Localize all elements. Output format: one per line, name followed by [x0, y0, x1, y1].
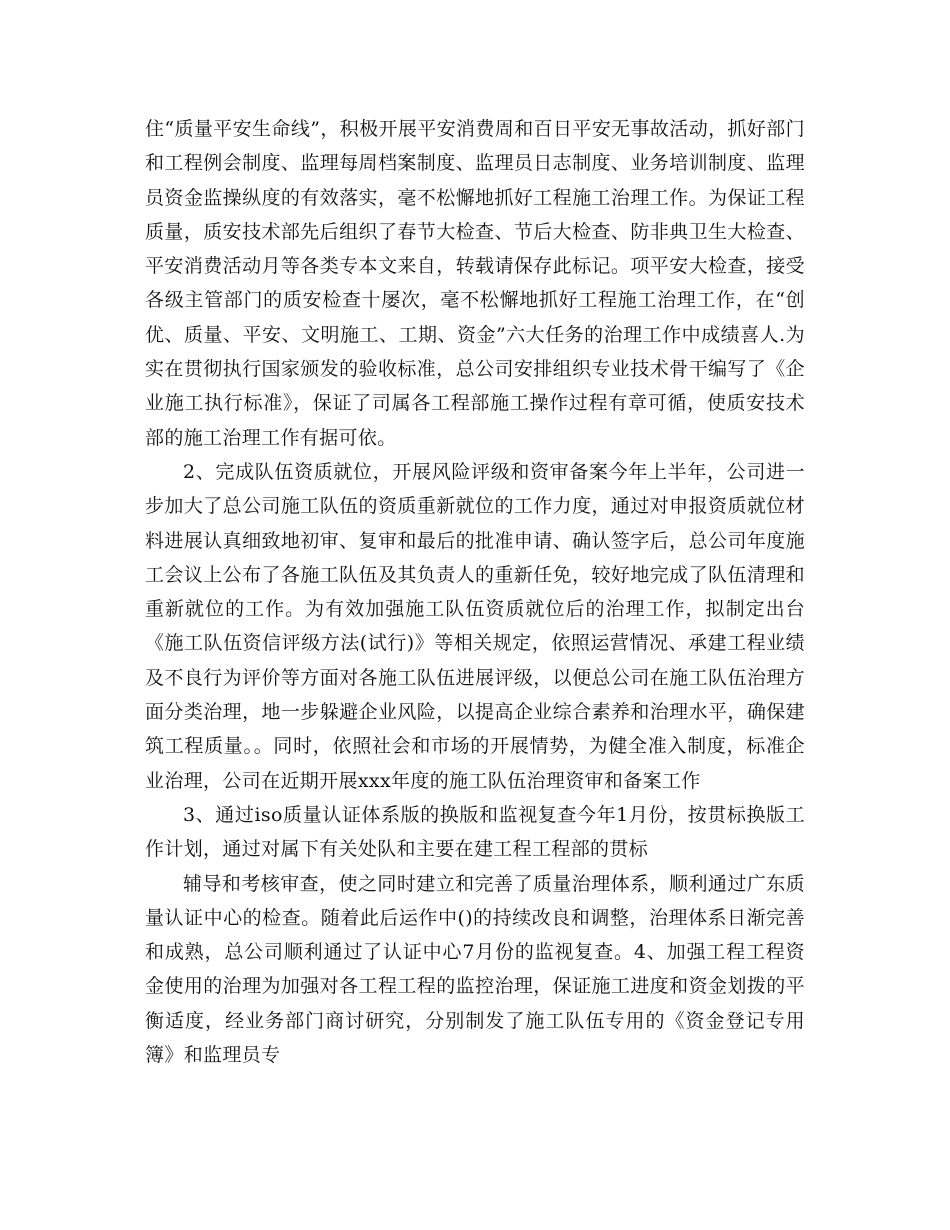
paragraph-4: 辅导和考核审查，使之同时建立和完善了质量治理体系，顺利通过广东质量认证中心的检查。随着此后运作中()的持续改良和调整，治理体系日渐完善和成熟，总公司顺利通过了认证中心7月份的监视复查。4、加强工程工程资金使用的治理为加强对各工程工程的监控治理，保证施工进度和资金划拨的平衡适度，经业务部门商讨研究，分别制发了施工队伍专用的《资金登记专用簿》和监理员专 [145, 872, 805, 1067]
paragraph-3: 3、通过iso质量认证体系版的换版和监视复查今年1月份，按贯标换版工作计划，通过对属下有关处队和主要在建工程工程部的贯标 [145, 803, 805, 861]
document-body [145, 112, 805, 1072]
paragraph-2: 2、完成队伍资质就位，开展风险评级和资审备案今年上半年，公司进一步加大了总公司施工队伍的资质重新就位的工作力度，通过对申报资质就位材料进展认真细致地初审、复审和最后的批准申请、确认签字后，总公司年度施工会议上公布了各施工队伍及其负责人的重新任免，较好地完成了队伍清理和重新就位的工作。为有效加强施工队伍资质就位后的治理工作，拟制定出台《施工队伍资信评级方法(试行)》等相关规定，依照运营情况、承建工程业绩及不良行为评价等方面对各施工队伍进展评级，以便总公司在施工队伍治理方面分类治理，地一步躲避企业风险，以提高企业综合素养和治理水平，确保建筑工程质量。。同时，依照社会和市场的开展情势，为健全准入制度，标准企业治理，公司在近期开展xxx年度的施工队伍治理资审和备案工作 [145, 460, 805, 792]
paragraph-1: 住“质量平安生命线”，积极开展平安消费周和百日平安无事故活动，抓好部门和工程例会制度、监理每周档案制度、监理员日志制度、业务培训制度、监理员资金监操纵度的有效落实，毫不松懈地抓好工程施工治理工作。为保证工程质量，质安技术部先后组织了春节大检查、节后大检查、防非典卫生大检查、平安消费活动月等各类专本文来自，转载请保存此标记。项平安大检查，接受各级主管部门的质安检查十屡次，毫不松懈地抓好工程施工治理工作，在“创优、质量、平安、文明施工、工期、资金”六大任务的治理工作中成绩喜人.为实在贯彻执行国家颁发的验收标准，总公司安排组织专业技术骨干编写了《企业施工执行标准》，保证了司属各工程部施工操作过程有章可循，使质安技术部的施工治理工作有据可依。 [145, 118, 805, 449]
